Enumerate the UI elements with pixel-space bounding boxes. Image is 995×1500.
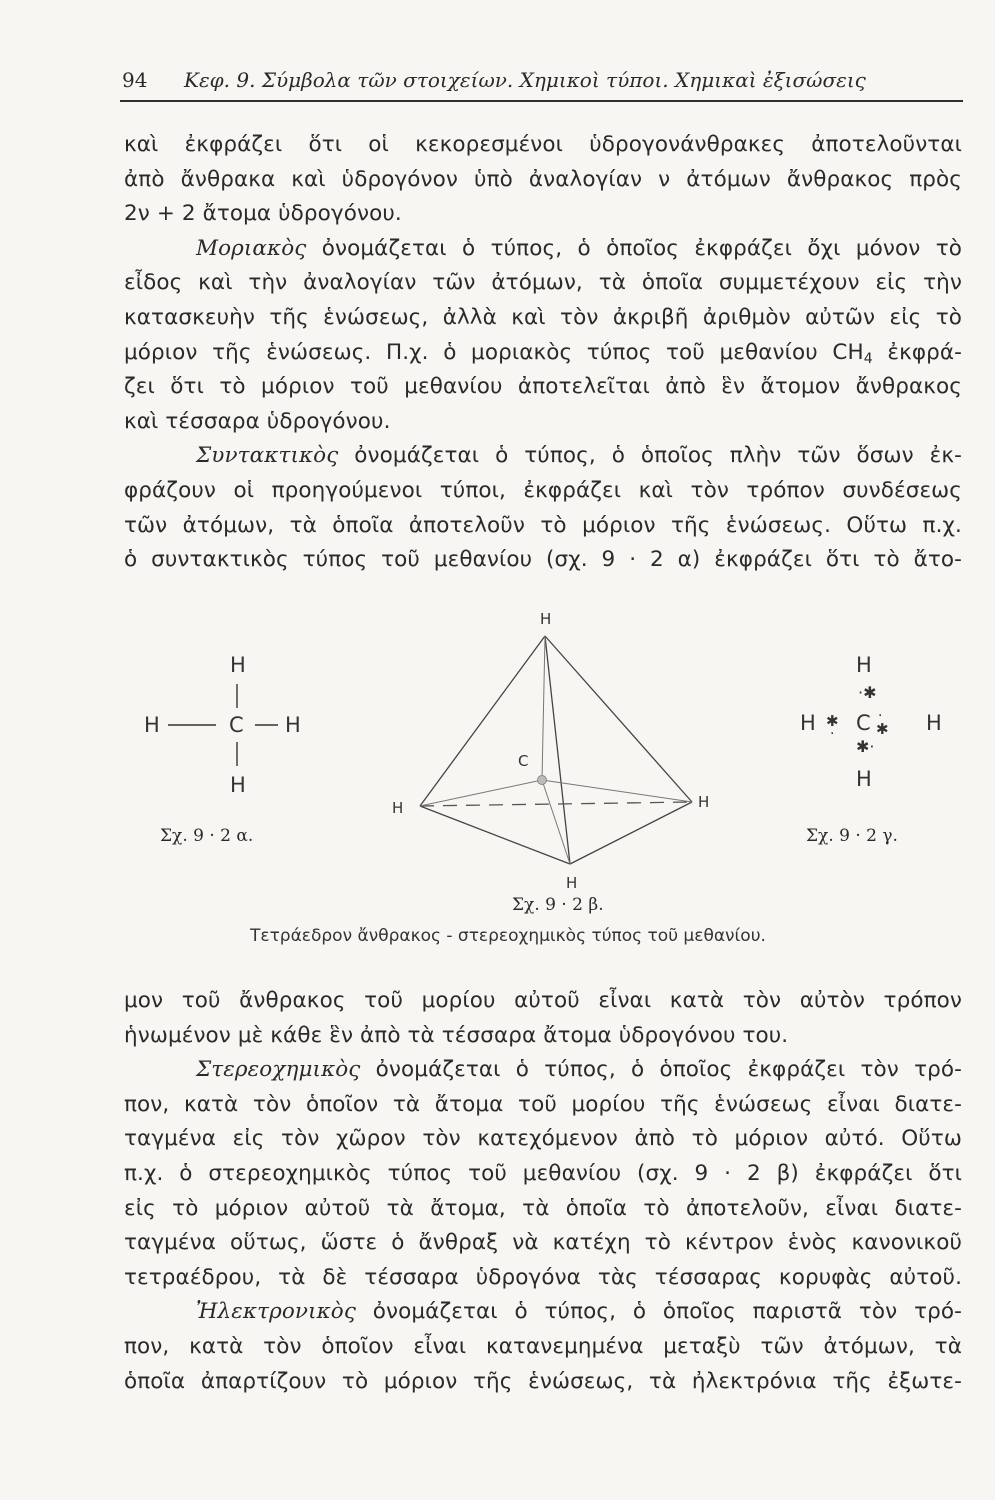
text-line: μον τοῦ ἄνθρακος τοῦ μορίου αὐτοῦ εἶναι κατὰ τὸν αὐτὸν τρόπον bbox=[124, 988, 962, 1013]
term-molecular: Μοριακὸς bbox=[196, 235, 307, 261]
svg-text:✱: ✱ bbox=[876, 720, 889, 738]
svg-text:·✱: ·✱ bbox=[858, 683, 877, 702]
text-line: πον, κατὰ τὸν ὁποῖον εἶναι κατανεμημένα μεταξὺ τῶν ἀτόμων, τὰ bbox=[124, 1333, 962, 1359]
figure-9-2b-label: Σχ. 9 · 2 β. bbox=[512, 895, 604, 915]
atom-h-bottom: H bbox=[856, 767, 872, 791]
atom-h-right: H bbox=[698, 793, 710, 811]
lower-text bbox=[124, 984, 962, 1399]
atom-h-bottom: H bbox=[230, 773, 246, 797]
atom-h-top: H bbox=[856, 653, 872, 677]
text-line: ὁ συντακτικὸς τύπος τοῦ μεθανίου (σχ. 9 · 2 α) ἐκφράζει ὅτι τὸ ἄτο- bbox=[124, 547, 962, 573]
text-line: ταγμένα οὕτως, ὥστε ὁ ἄνθραξ νὰ κατέχη τὸ κέντρον ἑνὸς κανονικοῦ bbox=[124, 1230, 962, 1256]
text-line: πον, κατὰ τὸν ὁποῖον τὰ ἄτομα τοῦ μορίου τῆς ἑνώσεως εἶναι διατε- bbox=[124, 1091, 962, 1117]
text-line: π.χ. ὁ στερεοχημικὸς τύπος τοῦ μεθανίου (σχ. 9 · 2 β) ἐκφράζει ὅτι bbox=[124, 1160, 962, 1186]
svg-text:·: · bbox=[830, 726, 835, 742]
paragraph-structural: Συντακτικὸς ὀνομάζεται ὁ τύπος, ὁ ὁποῖος πλὴν τῶν ὅσων ἐκ- bbox=[196, 443, 962, 469]
text-line: ἀπὸ ἄνθρακα καὶ ὑδρογόνον ὑπὸ ἀναλογίαν ν ἀτόμων ἄνθρακος πρὸς bbox=[124, 166, 962, 192]
atom-h-left: H bbox=[800, 711, 816, 735]
running-title: Κεφ. 9. Σύμβολα τῶν στοιχείων. Χημικοὶ τύποι. Χημικαὶ ἐξισώσεις bbox=[184, 68, 866, 92]
text-line: φράζουν οἱ προηγούμενοι τύποι, ἐκφράζει καὶ τὸν τρόπον συνδέσεως bbox=[124, 477, 962, 503]
text-line: ὁποῖα ἀπαρτίζουν τὸ μόριον τῆς ἑνώσεως, τὰ ἠλεκτρόνια τῆς ἐξωτε- bbox=[124, 1368, 962, 1394]
text-line: ζει ὅτι τὸ μόριον τοῦ μεθανίου ἀποτελεῖται ἀπὸ ἓν ἄτομον ἄνθρακος bbox=[124, 374, 962, 400]
text-line: καὶ τέσσαρα ὑδρογόνου. bbox=[124, 408, 391, 434]
page-number: 94 bbox=[122, 68, 148, 92]
atom-h-left: H bbox=[392, 799, 404, 817]
text-line: τετραέδρου, τὰ δὲ τέσσαρα ὑδρογόνα τὰς τέσσαρας κορυφὰς αὐτοῦ. bbox=[124, 1264, 962, 1290]
atom-h-bottom: H bbox=[566, 874, 578, 892]
term-stereo: Στερεοχημικὸς bbox=[196, 1057, 361, 1083]
atom-h-right: H bbox=[285, 713, 301, 737]
paragraph-molecular: Μοριακὸς ὀνομάζεται ὁ τύπος, ὁ ὁποῖος ἐκφράζει ὄχι μόνον τὸ bbox=[196, 235, 962, 261]
atom-h-left: H bbox=[144, 713, 160, 737]
atom-h-right: H bbox=[926, 711, 942, 735]
text-line: μόριον τῆς ἑνώσεως. Π.χ. ὁ μοριακὸς τύπος τοῦ μεθανίου $CH_4$ ἐκφρά- bbox=[124, 339, 962, 367]
paragraph-electronic: Ἠλεκτρονικὸς ὀνομάζεται ὁ τύπος, ὁ ὁποῖος παριστᾶ τὸν τρό- bbox=[196, 1299, 962, 1325]
figure-9-2c bbox=[790, 648, 950, 808]
atom-c: C bbox=[856, 711, 871, 735]
text-line: 2ν + 2 ἄτομα ὑδρογόνου. bbox=[124, 201, 402, 227]
svg-text:·: · bbox=[878, 708, 883, 724]
text-line: ταγμένα εἰς τὸν χῶρον τὸν κατεχόμενον ἀπὸ τὸ μόριον αὐτό. Οὕτω bbox=[124, 1126, 962, 1152]
term-electronic: Ἠλεκτρονικὸς bbox=[196, 1299, 356, 1325]
text-line: καὶ ἐκφράζει ὅτι οἱ κεκορεσμένοι ὑδρογονάνθρακες ἀποτελοῦνται bbox=[124, 132, 962, 157]
figure-9-2b-caption: Τετράεδρον ἄνθρακος - στερεοχημικὸς τύπος τοῦ μεθανίου. bbox=[250, 926, 766, 946]
text-line: ἡνωμένον μὲ κάθε ἓν ἀπὸ τὰ τέσσαρα ἄτομα ὑδρογόνου του. bbox=[124, 1022, 789, 1048]
term-structural: Συντακτικὸς bbox=[196, 443, 339, 469]
figure-9-2b bbox=[390, 606, 720, 896]
svg-text:✱: ✱ bbox=[826, 712, 839, 730]
figure-9-2c-label: Σχ. 9 · 2 γ. bbox=[806, 826, 898, 846]
text-line: εἰς τὸ μόριον αὐτοῦ τὰ ἄτομα, τὰ ὁποῖα τὸ ἀποτελοῦν, εἶναι διατε- bbox=[124, 1195, 962, 1221]
upper-text bbox=[124, 128, 962, 578]
figure-9-2a-label: Σχ. 9 · 2 α. bbox=[160, 826, 254, 846]
running-header bbox=[122, 68, 962, 92]
svg-text:✱·: ✱· bbox=[856, 737, 875, 756]
subscript: 4 bbox=[863, 350, 873, 367]
atom-c: C bbox=[229, 713, 244, 737]
text-line: κατασκευὴν τῆς ἑνώσεως, ἀλλὰ καὶ τὸν ἀκριβῆ ἀριθμὸν αὐτῶν εἰς τὸ bbox=[124, 304, 962, 330]
header-rule bbox=[120, 100, 963, 102]
atom-c: C bbox=[518, 752, 529, 770]
text-line: τῶν ἀτόμων, τὰ ὁποῖα ἀποτελοῦν τὸ μόριον τῆς ἑνώσεως. Οὕτω π.χ. bbox=[124, 512, 962, 538]
text-line: εἶδος καὶ τὴν ἀναλογίαν τῶν ἀτόμων, τὰ ὁποῖα συμμετέχουν εἰς τὴν bbox=[124, 270, 962, 296]
paragraph-stereo: Στερεοχημικὸς ὀνομάζεται ὁ τύπος, ὁ ὁποῖος ἐκφράζει τὸν τρό- bbox=[196, 1057, 962, 1083]
atom-h-top: H bbox=[230, 653, 246, 677]
atom-h-apex: H bbox=[540, 610, 552, 628]
